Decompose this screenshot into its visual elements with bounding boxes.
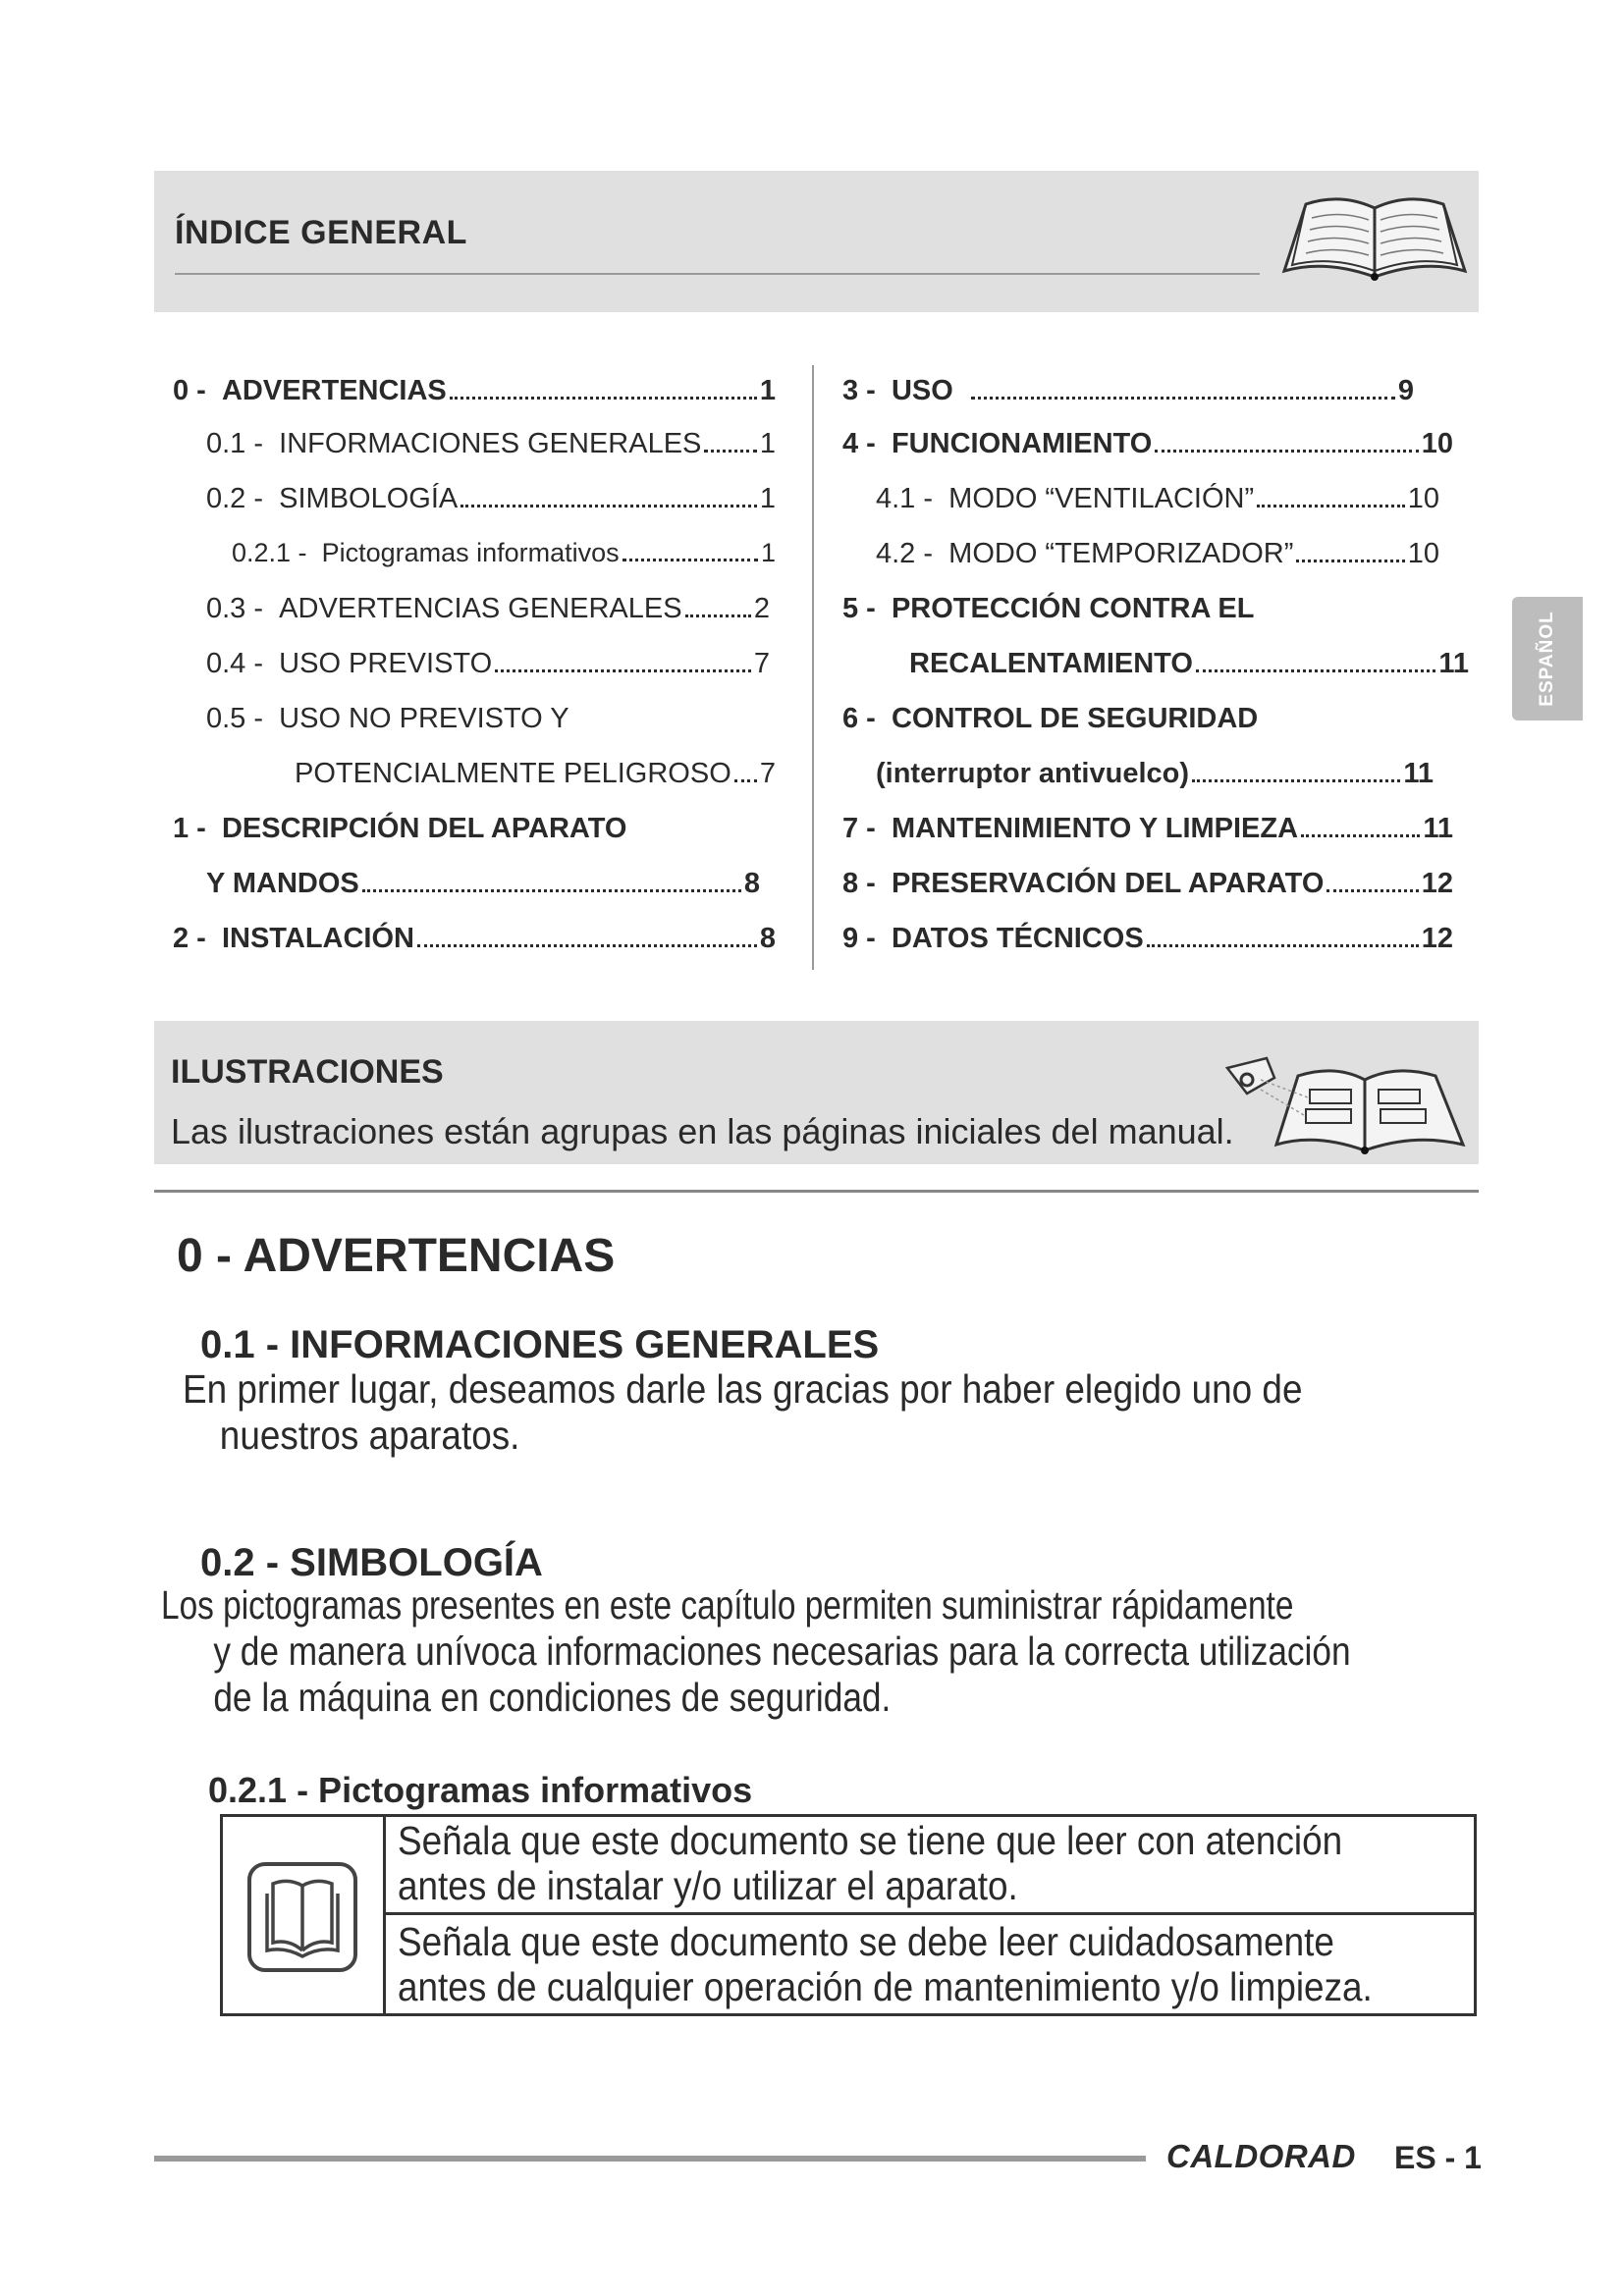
toc-page: 8 — [759, 923, 776, 954]
section-divider — [154, 1190, 1479, 1193]
toc-page: 7 — [759, 758, 776, 789]
language-tab-label: ESPAÑOL — [1537, 611, 1557, 707]
toc-item[interactable] — [842, 428, 1453, 460]
toc-label: USO — [891, 375, 953, 406]
toc-label: PROTECCIÓN CONTRA EL — [891, 593, 1255, 624]
toc-number: 0.2 - — [206, 483, 264, 514]
toc-number: 1 - — [173, 813, 206, 844]
paragraph-line: Los pictogramas presentes en este capítulo permiten suministrar rápidamente — [161, 1582, 1294, 1628]
toc-page: 12 — [1421, 868, 1453, 899]
toc-page: 9 — [1397, 375, 1414, 406]
toc-item[interactable] — [842, 375, 1414, 407]
toc-label: DATOS TÉCNICOS — [891, 923, 1144, 954]
toc-item[interactable] — [842, 923, 1453, 955]
section-title: 0 - ADVERTENCIAS — [177, 1230, 616, 1282]
toc-number: 0.1 - — [206, 428, 264, 459]
toc-page: 12 — [1421, 923, 1453, 954]
footer-rule — [154, 2156, 1146, 2162]
paragraph-line: y de manera unívoca informaciones necesarias para la correcta utilización — [213, 1629, 1351, 1674]
table-cell-line: Señala que este documento se debe leer cuidadosamente — [398, 1919, 1334, 1964]
toc-number: 0.3 - — [206, 593, 264, 624]
illustrations-title: ILUSTRACIONES — [171, 1053, 444, 1091]
paragraph-line: nuestros aparatos. — [219, 1413, 520, 1458]
toc-label: RECALENTAMIENTO — [909, 648, 1193, 679]
toc-label: MANTENIMIENTO Y LIMPIEZA — [891, 813, 1299, 844]
toc-page: 7 — [753, 648, 770, 679]
toc-label: MODO “VENTILACIÓN” — [948, 483, 1255, 514]
toc-label: DESCRIPCIÓN DEL APARATO — [221, 813, 627, 844]
toc-page: 2 — [753, 593, 770, 624]
toc-number: 8 - — [842, 868, 876, 899]
toc-page: 10 — [1421, 428, 1453, 459]
toc-page: 1 — [759, 428, 776, 459]
toc-number: 9 - — [842, 923, 876, 954]
toc-label: SIMBOLOGÍA — [279, 483, 459, 514]
toc-label: USO PREVISTO — [279, 648, 493, 679]
toc-item[interactable] — [206, 428, 776, 460]
toc-number: 7 - — [842, 813, 876, 844]
table-row — [398, 1919, 1373, 2009]
manual-icon — [245, 1860, 359, 1974]
open-book-icon — [1276, 187, 1473, 285]
toc-page: 1 — [759, 483, 776, 514]
illustrations-text: Las ilustraciones están agrupas en las páginas iniciales del manual. — [171, 1111, 1234, 1151]
toc-number: 4.1 - — [876, 483, 934, 514]
toc-label: INSTALACIÓN — [221, 923, 414, 954]
toc-label: Pictogramas informativos — [321, 538, 620, 567]
toc-page: 11 — [1423, 813, 1453, 844]
toc-item[interactable] — [876, 758, 1434, 790]
toc-page: 1 — [759, 375, 776, 406]
language-tab[interactable] — [1512, 597, 1583, 721]
toc-page: 1 — [760, 538, 776, 567]
paragraph-line: de la máquina en condiciones de seguridad. — [213, 1675, 892, 1720]
toc-page: 8 — [743, 868, 760, 899]
toc-number: 4.2 - — [876, 538, 934, 569]
toc-number: 3 - — [842, 375, 876, 406]
paragraph-general-info — [183, 1366, 1323, 1459]
toc-item[interactable] — [232, 538, 776, 568]
toc-item[interactable] — [842, 813, 1453, 845]
toc-label: Y MANDOS — [206, 868, 359, 899]
toc-item[interactable] — [876, 483, 1439, 515]
toc-number: 0.2.1 - — [232, 538, 307, 567]
toc-label: PRESERVACIÓN DEL APARATO — [891, 868, 1325, 899]
subsection-title-0-2: 0.2 - SIMBOLOGÍA — [200, 1541, 543, 1584]
toc-page: 11 — [1438, 648, 1469, 679]
toc-item[interactable] — [842, 593, 1254, 625]
toc-item[interactable] — [206, 648, 770, 680]
scissors-book-icon — [1218, 1050, 1473, 1158]
table-row-divider — [384, 1912, 1477, 1915]
toc-number: 6 - — [842, 703, 876, 734]
toc-page: 11 — [1403, 758, 1434, 789]
toc-label: INFORMACIONES GENERALES — [279, 428, 702, 459]
index-title-underline — [175, 273, 1260, 275]
toc-item[interactable] — [842, 703, 1258, 735]
toc-item[interactable] — [206, 593, 770, 625]
toc-label: FUNCIONAMIENTO — [891, 428, 1153, 459]
toc-page: 10 — [1407, 538, 1439, 569]
toc-item[interactable] — [842, 868, 1453, 900]
index-title: ÍNDICE GENERAL — [175, 214, 467, 251]
subsection-title-0-2-1: 0.2.1 - Pictogramas informativos — [208, 1770, 753, 1810]
toc-label: ADVERTENCIAS — [221, 375, 447, 406]
toc-item[interactable] — [206, 868, 760, 900]
toc-item[interactable] — [909, 648, 1469, 680]
toc-item[interactable] — [173, 923, 776, 955]
toc-item[interactable] — [206, 483, 776, 515]
paragraph-line: En primer lugar, deseamos darle las gracias por haber elegido uno de — [183, 1366, 1303, 1412]
footer-brand: CALDORAD — [1166, 2138, 1356, 2174]
toc-item[interactable] — [295, 758, 776, 790]
table-row — [398, 1818, 1342, 1908]
table-cell-line: antes de cualquier operación de mantenimiento y/o limpieza. — [398, 1964, 1373, 2009]
toc-number: 5 - — [842, 593, 876, 624]
toc-number: 0 - — [173, 375, 206, 406]
toc-item[interactable] — [173, 813, 626, 845]
table-cell-line: antes de instalar y/o utilizar el aparato. — [398, 1863, 1018, 1908]
toc-label: POTENCIALMENTE PELIGROSO — [295, 758, 731, 789]
toc-label: MODO “TEMPORIZADOR” — [948, 538, 1294, 569]
toc-label: USO NO PREVISTO Y — [279, 703, 569, 734]
toc-label: (interruptor antivuelco) — [876, 758, 1190, 789]
paragraph-symbology — [161, 1582, 1536, 1721]
toc-number: 0.4 - — [206, 648, 264, 679]
table-cell-line: Señala que este documento se tiene que leer con atención — [398, 1818, 1343, 1863]
footer-page-number: ES - 1 — [1394, 2140, 1482, 2175]
subsection-title-0-1: 0.1 - INFORMACIONES GENERALES — [200, 1323, 880, 1366]
column-divider — [812, 365, 814, 970]
toc-number: 4 - — [842, 428, 876, 459]
toc-label: CONTROL DE SEGURIDAD — [891, 703, 1259, 734]
toc-label: ADVERTENCIAS GENERALES — [279, 593, 682, 624]
toc-number: 0.5 - — [206, 703, 264, 734]
toc-item[interactable] — [206, 703, 569, 735]
toc-item[interactable] — [876, 538, 1439, 570]
toc-page: 10 — [1407, 483, 1439, 514]
toc-number: 2 - — [173, 923, 206, 954]
toc-item[interactable] — [173, 375, 776, 407]
table-column-divider — [383, 1814, 386, 2016]
